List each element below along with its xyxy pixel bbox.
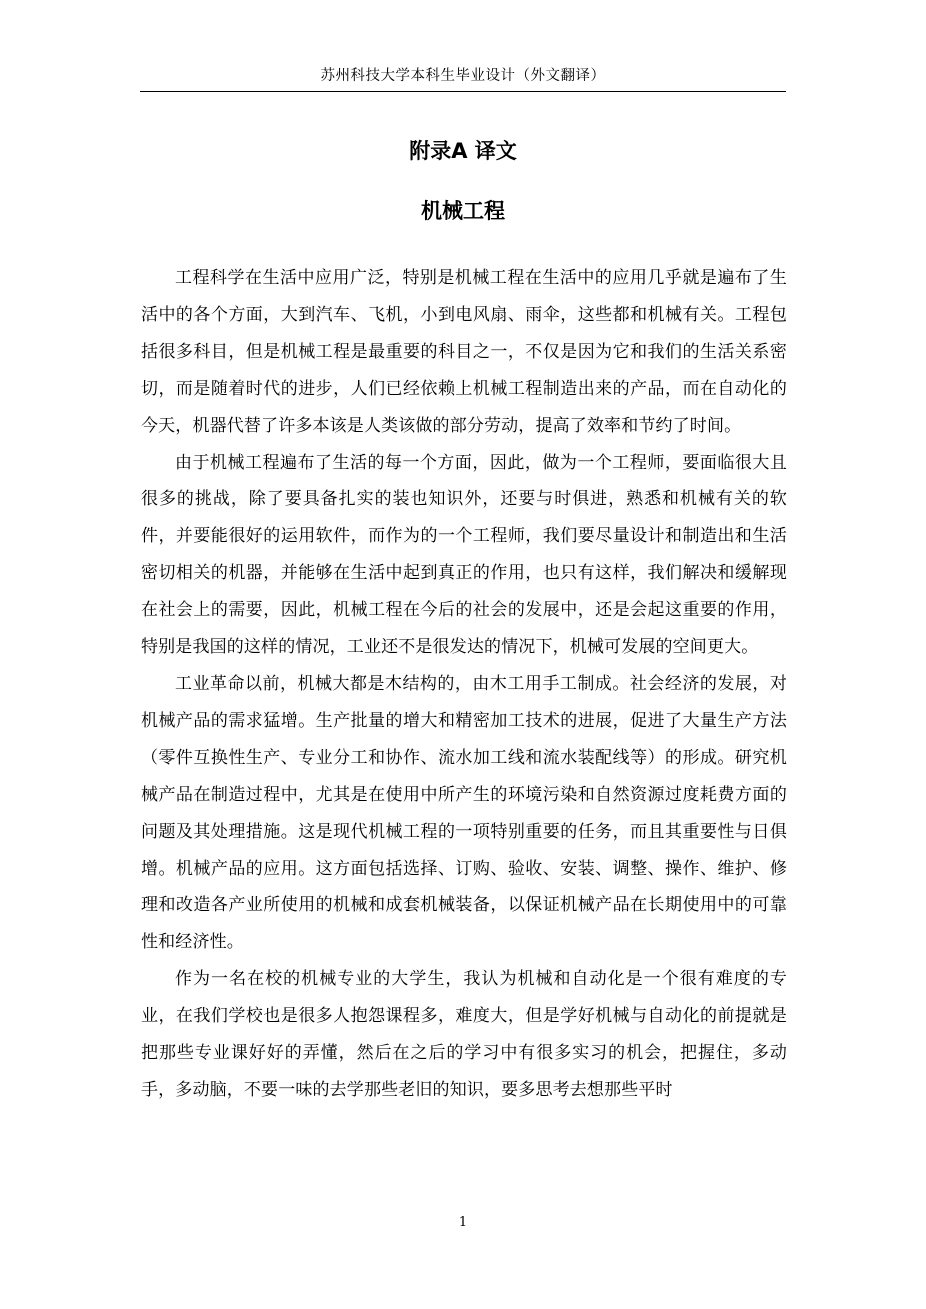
document-title: 机械工程	[421, 199, 505, 223]
running-header: 苏州科技大学本科生毕业设计（外文翻译）	[320, 68, 606, 84]
appendix-title: 附录A 译文	[409, 139, 517, 163]
paragraph-4: 作为一名在校的机械专业的大学生，我认为机械和自动化是一个很有难度的专业，在我们学校也是很多人抱怨课程多，难度大，但是学好机械与自动化的前提就是把那些专业课好好的弄懂，然后在之后的学习中有很多实习的机会，把握住，多动手，多动脑，不要一味的去学那些老旧的知识，要多思考去想那些平时	[141, 969, 787, 1100]
body-text	[141, 260, 787, 1109]
header-rule	[140, 91, 786, 92]
paragraph-2: 由于机械工程遍布了生活的每一个方面，因此，做为一个工程师，要面临很大且很多的挑战，除了要具备扎实的装也知识外，还要与时俱进，熟悉和机械有关的软件，并要能很好的运用软件，而作为的一个工程师，我们要尽量设计和制造出和生活密切相关的机器，并能够在生活中起到真正的作用，也只有这样，我们解决和缓解现在社会上的需要，因此，机械工程在今后的社会的发展中，还是会起这重要的作用，特别是我国的这样的情况，工业还不是很发达的情况下，机械可发展的空间更大。	[141, 452, 787, 658]
paragraph-1: 工程科学在生活中应用广泛，特别是机械工程在生活中的应用几乎就是遍布了生活中的各个方面，大到汽车、飞机，小到电风扇、雨伞，这些都和机械有关。工程包括很多科目，但是机械工程是最重要的科目之一，不仅是因为它和我们的生活关系密切，而是随着时代的进步，人们已经依赖上机械工程制造出来的产品，而在自动化的今天，机器代替了许多本该是人类该做的部分劳动，提高了效率和节约了时间。	[141, 268, 787, 436]
paragraph-3: 工业革命以前，机械大都是木结构的，由木工用手工制成。社会经济的发展，对机械产品的需求猛增。生产批量的增大和精密加工技术的进展，促进了大量生产方法（零件互换性生产、专业分工和协作、流水加工线和流水装配线等）的形成。研究机械产品在制造过程中，尤其是在使用中所产生的环境污染和自然资源过度耗费方面的问题及其处理措施。这是现代机械工程的一项特别重要的任务，而且其重要性与日俱增。机械产品的应用。这方面包括选择、订购、验收、安装、调整、操作、维护、修理和改造各产业所使用的机械和成套机械装备，以保证机械产品在长期使用中的可靠性和经济性。	[141, 673, 787, 953]
page-number: 1	[458, 1215, 468, 1230]
